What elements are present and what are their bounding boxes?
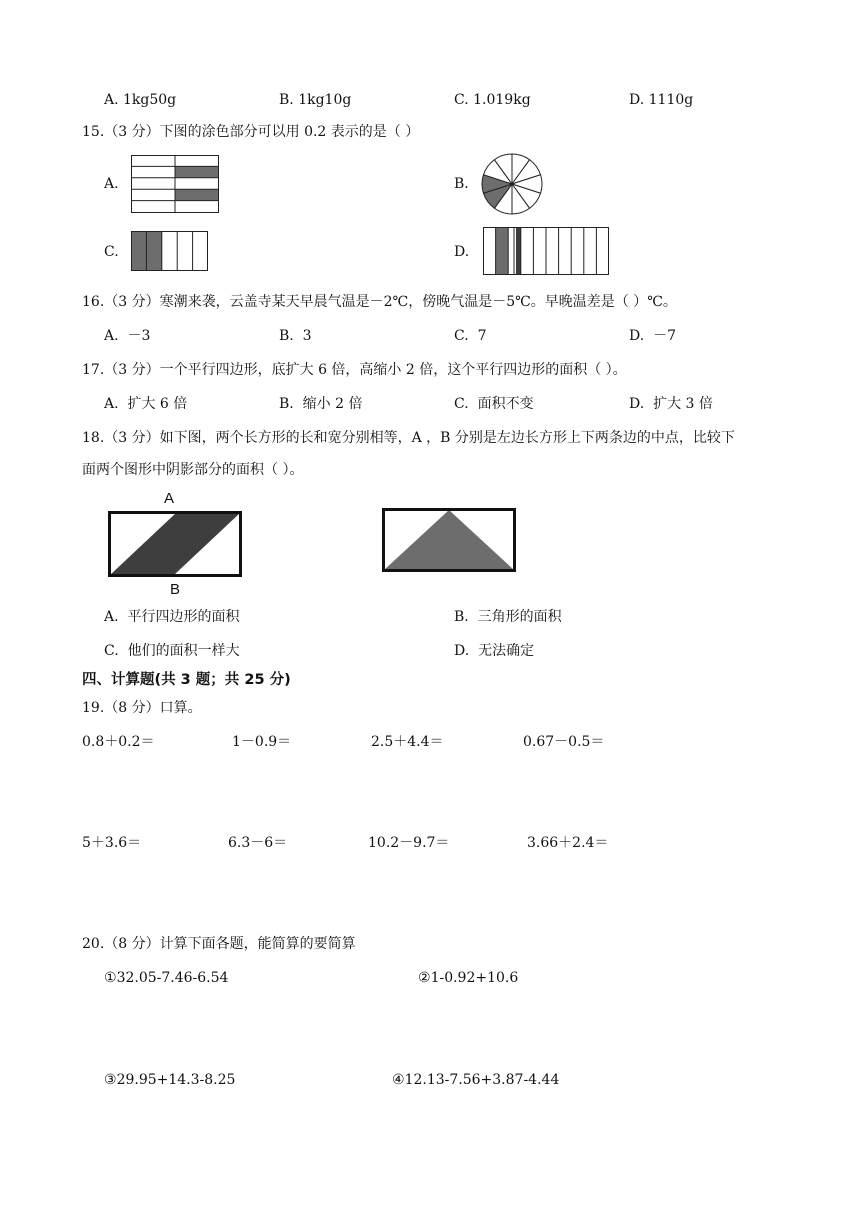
q17-option-a: A. 扩大 6 倍 [104,396,188,412]
q15-figure-c [131,231,208,271]
q18-stem-line2: 面两个图形中阴影部分的面积（ ）。 [82,462,304,478]
q19-stem: 19.（8 分）口算。 [82,700,202,716]
q18-option-a: A. 平行四边形的面积 [104,609,240,625]
q18-triangle-figure [382,508,516,572]
q14-option-d: D. 1110g [629,92,694,108]
q17-option-b: B. 缩小 2 倍 [279,396,363,412]
q19-item: 1－0.9＝ [232,734,292,750]
q15-figure-a [131,155,219,213]
q20-item-3: ③29.95+14.3-8.25 [104,1072,236,1088]
q20-item-1: ①32.05-7.46-6.54 [104,970,229,986]
q18-point-b-label: B [170,581,181,598]
q17-stem: 17.（3 分）一个平行四边形，底扩大 6 倍，高缩小 2 倍，这个平行四边形的面积（ ）。 [82,362,627,378]
q20-item-4: ④12.13-7.56+3.87-4.44 [392,1072,560,1088]
q18-option-b: B. 三角形的面积 [454,609,562,625]
q18-option-d: D. 无法确定 [454,643,535,659]
q17-option-c: C. 面积不变 [454,396,534,412]
q19-item: 10.2－9.7＝ [368,835,450,851]
q18-point-a-label: A [164,490,175,507]
q18-parallelogram-figure [108,511,242,577]
q14-option-b: B. 1kg10g [279,92,352,108]
q15-figure-b [480,152,544,216]
q18-option-c: C. 他们的面积一样大 [104,643,240,659]
q19-item: 6.3－6＝ [228,835,288,851]
q15-stem: 15.（3 分）下图的涂色部分可以用 0.2 表示的是（ ） [82,124,420,140]
q20-item-2: ②1-0.92+10.6 [418,970,519,986]
q14-option-c: C. 1.019kg [454,92,531,108]
q17-option-d: D. 扩大 3 倍 [629,396,713,412]
q15-label-a: A. [104,176,119,192]
q19-item: 5＋3.6＝ [82,835,142,851]
q14-option-a: A. 1kg50g [104,92,177,108]
q19-item: 0.8＋0.2＝ [82,734,155,750]
q18-stem-line1: 18.（3 分）如下图，两个长方形的长和宽分别相等，A ，B 分别是左边长方形上下两条边的中点，比较下 [82,430,735,446]
q15-label-b: B. [454,176,469,192]
q20-stem: 20.（8 分）计算下面各题，能简算的要简算 [82,936,356,952]
q16-option-d: D. －7 [629,328,677,344]
q15-label-c: C. [104,244,119,260]
q19-item: 0.67－0.5＝ [523,734,605,750]
q19-item: 3.66＋2.4＝ [527,835,609,851]
q16-stem: 16.（3 分）寒潮来袭，云盖寺某天早晨气温是－2℃，傍晚气温是－5℃。早晚温差是（ ）℃。 [82,294,677,310]
q16-option-a: A. －3 [104,328,151,344]
q15-label-d: D. [454,244,470,260]
q19-item: 2.5＋4.4＝ [371,734,444,750]
q15-figure-d [483,227,609,275]
q16-option-c: C. 7 [454,328,487,344]
section-4-title: 四、计算题(共 3 题；共 25 分) [82,672,291,688]
q16-option-b: B. 3 [279,328,312,344]
